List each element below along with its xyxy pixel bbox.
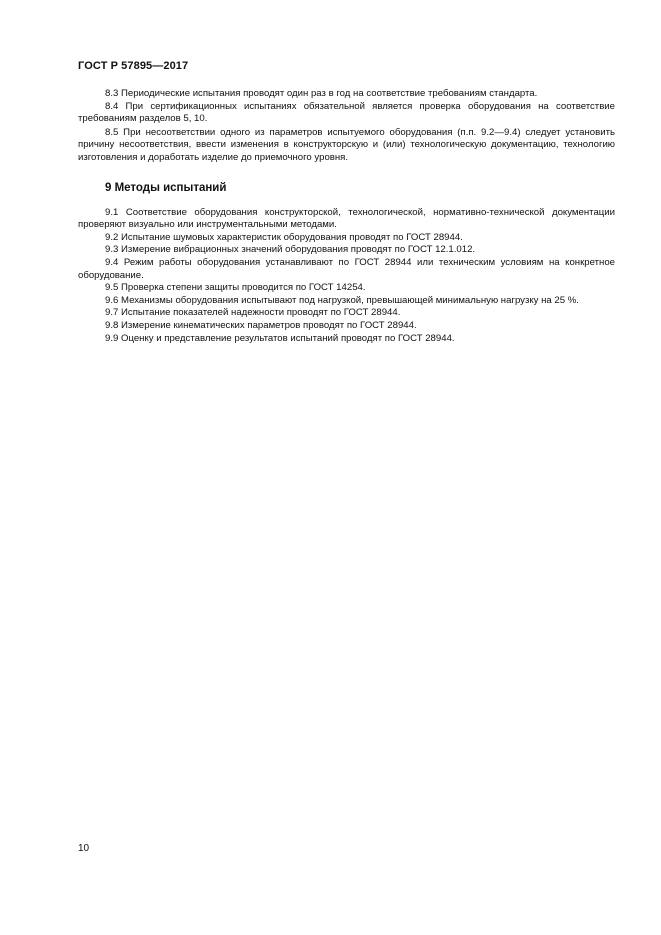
paragraph-8-3: 8.3 Периодические испытания проводят один раз в год на соответствие требованиям стандарта. xyxy=(105,88,538,99)
page-number: 10 xyxy=(78,843,90,854)
paragraph-9-1: 9.1 Соответствие оборудования конструкторской, технологической, нормативно-технической документации проверяют визуально или инструментальными методами. xyxy=(78,206,615,231)
paragraph-9-4: 9.4 Режим работы оборудования устанавливают по ГОСТ 28944 или техническим условиям на конкретное оборудование. xyxy=(78,256,615,281)
paragraph-9-9: 9.9 Оценку и представление результатов испытаний проводят по ГОСТ 28944. xyxy=(105,332,455,344)
paragraph-8-4: 8.4 При сертификационных испытаниях обязательной является проверка оборудования на соответствие требованиям разделов 5, 10. xyxy=(78,100,615,125)
paragraph-9-8: 9.8 Измерение кинематических параметров проводят по ГОСТ 28944. xyxy=(105,319,417,331)
section-9-title: 9 Методы испытаний xyxy=(105,181,227,194)
paragraph-9-7: 9.7 Испытание показателей надежности проводят по ГОСТ 28944. xyxy=(105,307,401,319)
paragraph-9-5: 9.5 Проверка степени защиты проводится по ГОСТ 14254. xyxy=(105,282,366,294)
document-code-header: ГОСТ Р 57895—2017 xyxy=(78,60,189,72)
paragraph-9-3: 9.3 Измерение вибрационных значений оборудования проводят по ГОСТ 12.1.012. xyxy=(105,244,476,256)
document-body xyxy=(78,88,615,345)
paragraph-9-2: 9.2 Испытание шумовых характеристик оборудования проводят по ГОСТ 28944. xyxy=(105,231,463,243)
paragraph-8-5: 8.5 При несоответствии одного из параметров испытуемого оборудования (п.п. 9.2—9.4) следует установить причину несоответствия, ввести изменения в конструкторскую и (или) технологическую документацию, технологию изготовления и доработать изделие до приемочного уровня. xyxy=(78,126,615,163)
paragraph-9-6: 9.6 Механизмы оборудования испытывают под нагрузкой, превышающей минимальную нагрузку на 25 %. xyxy=(105,294,579,306)
